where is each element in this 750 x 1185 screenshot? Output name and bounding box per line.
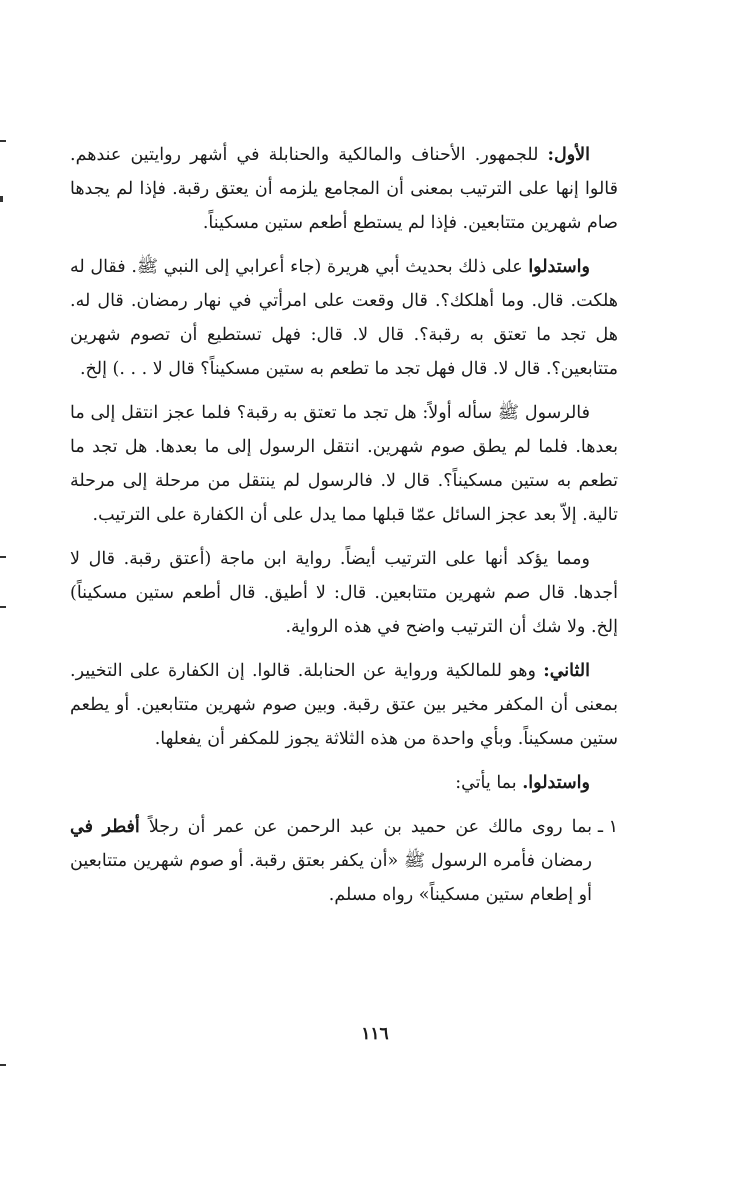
paragraph-text: بما يأتي: bbox=[455, 773, 523, 793]
margin-mark bbox=[0, 196, 3, 202]
paragraph-text: وهو للمالكية ورواية عن الحنابلة. قالوا. إن الكفارة على التخيير. بمعنى أن المكفر مخير بين عتق رقبة. وبين صوم شهرين متتابعين. أو يطعم ستين مسكيناً. وبأي واحدة من هذه الثلاثة يجوز للمكفر أن يفعلها. bbox=[70, 661, 618, 749]
paragraph-second-opinion bbox=[70, 654, 618, 756]
paragraph-text: على ذلك بحديث أبي هريرة (جاء أعرابي إلى النبي ﷺ. فقال له هلكت. قال. وما أهلكك؟. قال وقعت على امرأتي في نهار رمضان. قال له. هل تجد ما تعتق به رقبة؟. قال لا. قال: فهل تستطيع أن تصوم شهرين متتابعين؟. قال لا. قال فهل تجد ما تطعم به ستين مسكيناً؟ قال لا . . .) إلخ. bbox=[70, 257, 618, 379]
paragraph-first-opinion bbox=[70, 138, 618, 240]
paragraph-evidence bbox=[70, 250, 618, 386]
paragraph-lead: واستدلوا bbox=[528, 257, 590, 277]
list-text: بما روى مالك عن حميد بن عبد الرحمن عن عمر أن رجلاً bbox=[139, 817, 592, 837]
margin-mark bbox=[0, 556, 6, 558]
paragraph-text: فالرسول ﷺ سأله أولاً: هل تجد ما تعتق به رقبة؟ فلما عجز انتقل إلى ما بعدها. فلما لم يطق صوم شهرين. انتقل الرسول إلى ما بعدها. هل تجد ما تطعم به ستين مسكيناً؟. قال لا. فالرسول لم ينتقل من مرحلة إلى مرحلة تالية. إلاّ بعد عجز السائل عمّا قبلها مما يدل على أن الكفارة على الترتيب. bbox=[70, 403, 618, 525]
margin-mark bbox=[0, 1064, 6, 1066]
margin-mark bbox=[0, 606, 6, 608]
paragraph-lead: الأول: bbox=[547, 145, 590, 165]
body-text bbox=[70, 138, 618, 922]
margin-mark bbox=[0, 140, 6, 142]
paragraph-explanation bbox=[70, 396, 618, 532]
list-number: ١ ـ bbox=[597, 817, 618, 837]
paragraph-lead: الثاني: bbox=[543, 661, 590, 681]
paragraph-confirmation bbox=[70, 542, 618, 644]
list-text-continued: رمضان فأمره الرسول ﷺ «أن يكفر بعتق رقبة. أو صوم شهرين متتابعين أو إطعام ستين مسكيناً» رواه مسلم. bbox=[70, 851, 592, 905]
paragraph-evidence-intro bbox=[70, 766, 618, 800]
paragraph-text: للجمهور. الأحناف والمالكية والحنابلة في أشهر روايتين عندهم. قالوا إنها على الترتيب بمعنى أن المجامع يلزمه أن يعتق رقبة. فإذا لم يجدها صام شهرين متتابعين. فإذا لم يستطع أطعم ستين مسكيناً. bbox=[70, 145, 618, 233]
list-bold-text: أفطر في bbox=[70, 817, 140, 837]
paragraph-lead: واستدلوا. bbox=[522, 773, 590, 793]
list-item bbox=[70, 810, 618, 912]
page-number: ١١٦ bbox=[361, 1024, 389, 1044]
paragraph-text: ومما يؤكد أنها على الترتيب أيضاً. رواية ابن ماجة (أعتق رقبة. قال لا أجدها. قال صم شهرين متتابعين. قال: لا أطيق. قال أطعم ستين مسكيناً) إلخ. ولا شك أن الترتيب واضح في هذه الرواية. bbox=[70, 549, 618, 637]
